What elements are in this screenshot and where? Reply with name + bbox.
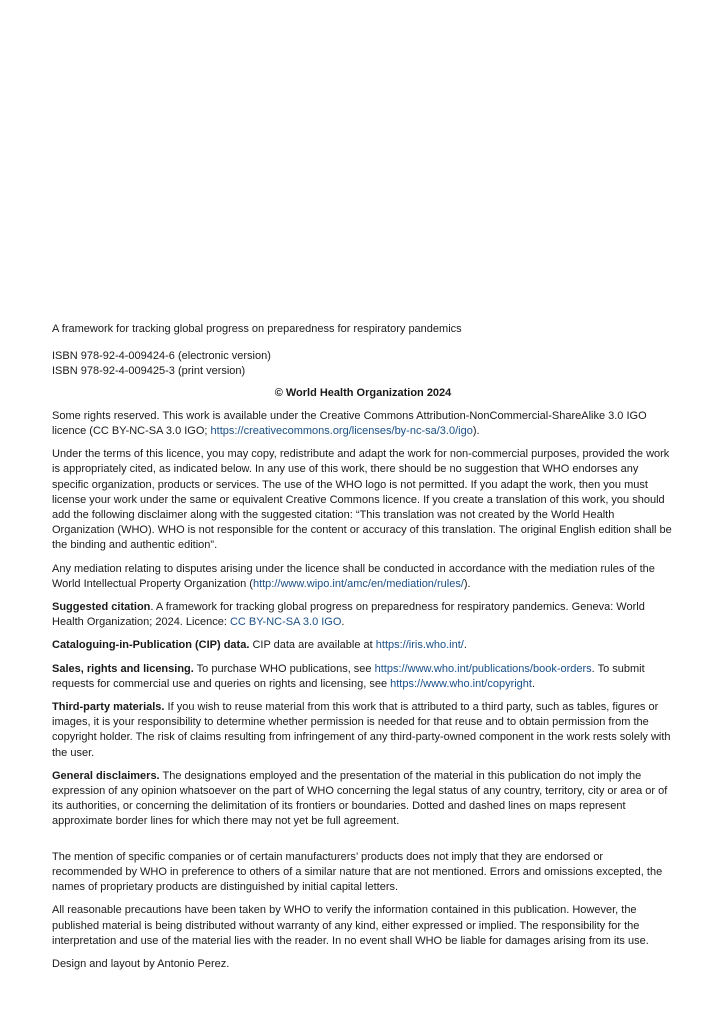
- disclaimers-paragraph: [52, 769, 674, 830]
- disclaimers-heading: General disclaimers.: [52, 769, 160, 782]
- mediation-text: Any mediation relating to disputes arising under the licence shall be conducted in accordance with the mediation rules of the World Intellectual Property Organization (: [52, 562, 655, 590]
- rights-paragraph: [52, 409, 674, 439]
- isbn-electronic: ISBN 978-92-4-009424-6 (electronic version): [52, 350, 271, 363]
- copyright-notice: © World Health Organization 2024: [274, 386, 452, 399]
- creative-commons-link[interactable]: https://creativecommons.org/licenses/by-nc-sa/3.0/igo: [210, 425, 473, 438]
- third-party-heading: Third-party materials.: [52, 701, 165, 714]
- copyright-link[interactable]: https://www.who.int/copyright: [390, 677, 532, 690]
- cip-text: CIP data are available at: [249, 639, 376, 652]
- rights-text: Some rights reserved. This work is available under the Creative Commons Attribution-NonCommercial-ShareAlike 3.0 IGO licence (CC BY-NC-SA 3.0 IGO;: [52, 409, 647, 438]
- document-title: A framework for tracking global progress on preparedness for respiratory pandemics: [52, 323, 462, 335]
- design-credit: Design and layout by Antonio Perez.: [52, 957, 230, 970]
- copyright-page: [52, 322, 674, 980]
- sales-text: To purchase WHO publications, see: [193, 662, 375, 675]
- third-party-paragraph: [52, 700, 674, 761]
- isbn-print: ISBN 978-92-4-009425-3 (print version): [52, 365, 246, 378]
- sales-end: .: [531, 677, 536, 690]
- book-orders-link[interactable]: https://www.who.int/publications/book-orders: [374, 662, 592, 675]
- sales-heading: Sales, rights and licensing.: [52, 662, 194, 675]
- sales-paragraph: [52, 662, 674, 692]
- cip-paragraph: [52, 638, 674, 653]
- terms-paragraph: Under the terms of this licence, you may copy, redistribute and adapt the work for non-commercial purposes, provided the work is appropriately cited, as indicated below. In any use of this work, there should be no suggestion that WHO endorses any specific organization, products or services. The use of the WHO logo is not permitted. If you adapt the work, then you must license your work under the same or equivalent Creative Commons licence. If you create a translation of this work, you should add the following disclaimer along with the suggested citation: “This translation was not created by the World Health Organization (WHO). WHO is not responsible for the content or accuracy of this translation. The original English edition shall be the binding and authentic edition”.: [52, 448, 672, 552]
- mention-paragraph: The mention of specific companies or of certain manufacturers’ products does not imply that they are endorsed or recommended by WHO in preference to others of a similar nature that are not mentioned. Errors and omissions excepted, the names of proprietary products are distinguished by initial capital letters.: [52, 850, 663, 894]
- citation-end: .: [341, 616, 345, 629]
- third-party-text: If you wish to reuse material from this work that is attributed to a third party, such as tables, figures or images, it is your responsibility to determine whether permission is needed for that reuse and to obtain permission from the copyright holder. The risk of claims resulting from infringement of any third-party-owned component in the work rests solely with the user.: [52, 701, 671, 759]
- mediation-paragraph: [52, 562, 674, 592]
- cip-heading: Cataloguing-in-Publication (CIP) data.: [52, 639, 250, 652]
- wipo-link[interactable]: http://www.wipo.int/amc/en/mediation/rules/: [252, 577, 464, 590]
- iris-link[interactable]: https://iris.who.int/: [375, 639, 464, 652]
- licence-link[interactable]: CC BY-NC-SA 3.0 IGO: [229, 616, 342, 629]
- citation-heading: Suggested citation: [52, 601, 151, 614]
- disclaimers-text: The designations employed and the presentation of the material in this publication do not imply the expression of any opinion whatsoever on the part of WHO concerning the legal status of any country, territory, city or area or of its authorities, or concerning the delimitation of its frontiers or boundaries. Dotted and dashed lines on maps represent approximate border lines for which there may not yet be full agreement.: [52, 769, 668, 828]
- citation-text: . A framework for tracking global progress on preparedness for respiratory pandemics. Geneva: World Health Organization; 2024. Licence:: [52, 601, 645, 629]
- isbn-block: [52, 349, 674, 379]
- sales-mid: . To submit requests for commercial use and queries on rights and licensing, see: [52, 662, 645, 690]
- precautions-paragraph: All reasonable precautions have been taken by WHO to verify the information contained in this publication. However, the published material is being distributed without warranty of any kind, either expressed or implied. The responsibility for the interpretation and use of the material lies with the reader. In no event shall WHO be liable for damages arising from its use.: [52, 904, 649, 947]
- citation-paragraph: [52, 600, 674, 630]
- mediation-end: ).: [463, 577, 471, 590]
- rights-end: ).: [472, 425, 480, 438]
- cip-end: .: [463, 639, 467, 652]
